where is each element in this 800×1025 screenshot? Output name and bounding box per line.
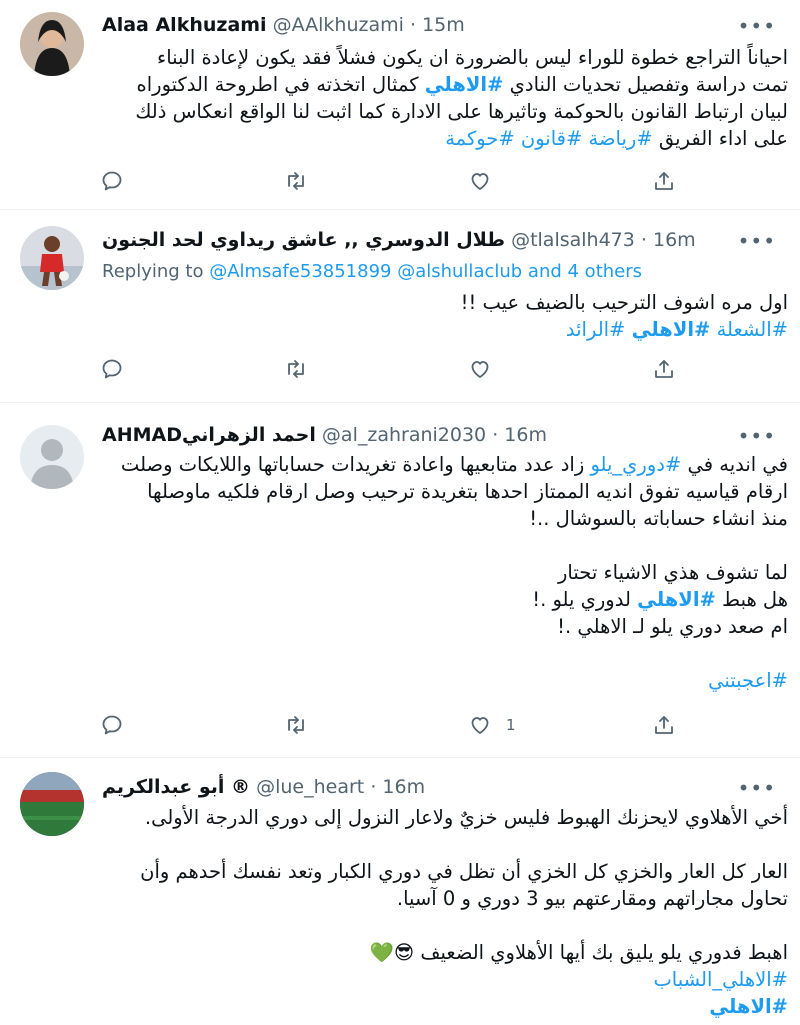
tweet[interactable] — [0, 403, 800, 758]
timestamp[interactable]: 16m — [653, 229, 696, 251]
retweet-icon — [284, 713, 308, 737]
separator-dot: · — [370, 776, 377, 798]
reply-icon — [100, 357, 124, 381]
display-name[interactable]: AHMADاحمد الزهراني — [102, 424, 316, 446]
tweet-text-line — [100, 451, 788, 478]
text-segment: اهبط فدوري يلو يليق بك أيها الأهلاوي الضعيف 😎💚 — [369, 941, 788, 964]
share-button[interactable] — [652, 710, 676, 740]
text-segment: اول مره اشوف الترحيب بالضيف عيب !! — [460, 291, 788, 314]
tweet-text-line — [100, 613, 788, 640]
display-name[interactable]: أبو عبدالكريم ® — [102, 776, 251, 798]
tweet-text-line — [100, 993, 788, 1020]
avatar-image — [20, 226, 84, 290]
avatar[interactable] — [20, 226, 84, 290]
tweet-text-line — [100, 505, 788, 532]
timestamp[interactable]: 16m — [504, 424, 547, 446]
default-avatar-icon — [20, 425, 84, 489]
tweet-text-line — [100, 586, 788, 613]
hashtag-link[interactable]: #حوكمة — [445, 127, 515, 150]
tweet[interactable] — [0, 210, 800, 403]
tweet-text — [100, 44, 788, 152]
share-icon — [652, 169, 676, 193]
text-segment: أخي الأهلاوي لايحزنك الهبوط فليس خزيٌ ولاعار النزول إلى دوري الدرجة الأولى. — [144, 806, 788, 829]
like-count: 1 — [506, 716, 516, 734]
timestamp[interactable]: 16m — [382, 776, 426, 798]
replying-links[interactable]: @Almsafe53851899 @alshullaclub and 4 others — [209, 261, 643, 282]
tweet-text-line — [100, 966, 788, 993]
hashtag-link[interactable]: #الرائد — [565, 318, 626, 341]
tweet-text-line — [100, 44, 788, 71]
avatar-image — [20, 12, 84, 76]
display-name[interactable]: Alaa Alkhuzami — [102, 14, 267, 36]
text-segment: لما تشوف هذي الاشياء تحتار — [558, 561, 788, 584]
tweet-text-line — [100, 858, 788, 885]
hashtag-link[interactable]: #اعجبتني — [708, 669, 788, 692]
more-icon[interactable]: ••• — [737, 229, 776, 253]
avatar[interactable] — [20, 425, 84, 489]
tweet[interactable] — [0, 758, 800, 1025]
text-segment: لدوري يلو .! — [532, 588, 638, 611]
tweet-text-line — [100, 478, 788, 505]
retweet-icon — [284, 169, 308, 193]
tweet[interactable] — [0, 0, 800, 210]
text-segment: كمثال اتخذته في اطروحة الدكتوراه — [136, 73, 425, 96]
blank-line — [100, 640, 788, 667]
text-segment: احياناً التراجع خطوة للوراء ليس بالضرورة ان يكون فشلاً فقد يكون لإعادة البناء — [157, 46, 788, 69]
timestamp[interactable]: 15m — [422, 14, 465, 36]
user-handle[interactable]: @al_zahrani2030 — [321, 424, 487, 446]
like-button[interactable] — [468, 710, 516, 740]
share-icon — [652, 357, 676, 381]
text-segment: منذ انشاء حساباته بالسوشال ..! — [529, 507, 788, 530]
hashtag-link[interactable]: #الاهلي — [637, 588, 716, 611]
tweet-header — [102, 422, 547, 448]
tweet-text-line — [100, 289, 788, 316]
blank-line — [100, 831, 788, 858]
hashtag-link[interactable]: #الاهلي — [631, 318, 711, 341]
hashtag-link[interactable]: #الاهلي — [424, 73, 504, 96]
replying-to — [102, 260, 642, 284]
separator-dot: · — [409, 14, 417, 36]
more-icon[interactable]: ••• — [737, 776, 776, 800]
like-icon — [468, 713, 492, 737]
text-segment: هل هبط — [715, 588, 788, 611]
text-segment: تمت دراسة وتفصيل تحديات النادي — [503, 73, 788, 96]
avatar[interactable] — [20, 772, 84, 836]
tweet-text-line — [100, 125, 788, 152]
tweet-text-line — [100, 667, 788, 694]
separator-dot: · — [640, 229, 647, 251]
text-segment: ام صعد دوري يلو لـ الاهلي .! — [557, 615, 788, 638]
more-icon[interactable]: ••• — [737, 14, 776, 38]
hashtag-link[interactable]: #رياضة — [588, 127, 653, 150]
user-handle[interactable]: @AAlkhuzami — [272, 14, 404, 36]
text-segment: ارقام قياسيه تفوق انديه الممتاز احدها بتغريدة ترحيب وصل ارقام فلكيه ماوصلها — [147, 480, 788, 503]
hashtag-link[interactable]: #الاهلي — [709, 995, 788, 1018]
tweet-text-line — [100, 316, 788, 343]
share-icon — [652, 713, 676, 737]
tweet-text — [100, 289, 788, 343]
retweet-button[interactable] — [284, 166, 308, 196]
display-name[interactable]: طلال الدوسري ,, عاشق ريداوي لحد الجنون — [102, 229, 506, 251]
replying-prefix: Replying to — [102, 261, 210, 282]
more-icon[interactable]: ••• — [737, 424, 776, 448]
tweet-text — [100, 451, 788, 694]
hashtag-link[interactable]: #قانون — [520, 127, 583, 150]
text-segment: العار كل العار والخزي كل الخزي أن تظل في دوري الكبار وتعد نفسك أحدهم وأن — [140, 860, 788, 883]
reply-button[interactable] — [100, 710, 124, 740]
tweet-text-line — [100, 939, 788, 966]
hashtag-link[interactable]: #الاهلي_الشباب — [653, 968, 788, 991]
tweet-text-line — [100, 71, 788, 98]
tweet-text-line — [100, 804, 788, 831]
retweet-button[interactable] — [284, 710, 308, 740]
tweet-header — [102, 227, 696, 253]
avatar-image — [20, 772, 84, 836]
share-button[interactable] — [652, 166, 676, 196]
blank-line — [100, 912, 788, 939]
separator-dot: · — [492, 424, 499, 446]
tweet-header — [102, 774, 425, 800]
blank-line — [100, 532, 788, 559]
retweet-button[interactable] — [284, 354, 308, 384]
user-handle[interactable]: @tlalsalh473 — [511, 229, 635, 251]
tweet-text-line — [100, 98, 788, 125]
reply-icon — [100, 169, 124, 193]
avatar[interactable] — [20, 12, 84, 76]
text-segment: لبيان ارتباط القانون بالحوكمة وتاثيرها على الادارة كما اثبت لنا الواقع انعكاس ذلك — [135, 100, 788, 123]
reply-button[interactable] — [100, 354, 124, 384]
tweet-text — [100, 804, 788, 1020]
text-segment: على اداء الفريق — [652, 127, 788, 150]
like-button[interactable] — [468, 354, 492, 384]
share-button[interactable] — [652, 354, 676, 384]
hashtag-link[interactable]: #الشعلة — [716, 318, 788, 341]
retweet-icon — [284, 357, 308, 381]
text-segment: تحاول مجاراتهم ومقارعتهم بيو 3 دوري و 0 آسيا. — [396, 887, 788, 910]
like-icon — [468, 169, 492, 193]
hashtag-link[interactable]: #دوري_يلو — [590, 453, 682, 476]
like-icon — [468, 357, 492, 381]
text-segment: في انديه في — [681, 453, 788, 476]
user-handle[interactable]: @lue_heart — [256, 776, 365, 798]
reply-button[interactable] — [100, 166, 124, 196]
like-button[interactable] — [468, 166, 492, 196]
reply-icon — [100, 713, 124, 737]
tweet-text-line — [100, 885, 788, 912]
tweet-text-line — [100, 559, 788, 586]
tweet-header — [102, 12, 465, 38]
text-segment: زاد عدد متابعيها واعادة تغريدات حساباتها واللايكات وصلت — [120, 453, 591, 476]
